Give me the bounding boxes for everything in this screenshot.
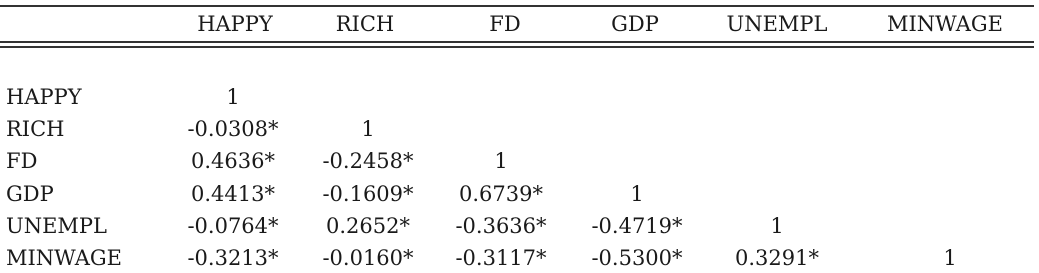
table-cell: 1 [361, 117, 375, 141]
row-label-minwage: MINWAGE [6, 246, 122, 270]
table-cell: -0.0160* [322, 246, 414, 270]
header-rule-upper [0, 41, 1034, 43]
table-cell: 0.2652* [326, 214, 410, 238]
table-cell: 1 [630, 182, 644, 206]
table-cell: -0.3213* [187, 246, 279, 270]
row-label-rich: RICH [6, 117, 65, 141]
table-cell: -0.3117* [455, 246, 547, 270]
row-label-fd: FD [6, 149, 38, 173]
column-header-gdp: GDP [611, 12, 659, 36]
table-cell: -0.2458* [322, 149, 414, 173]
table-cell: -0.5300* [591, 246, 683, 270]
row-label-gdp: GDP [6, 182, 54, 206]
table-cell: 0.3291* [735, 246, 819, 270]
table-cell: -0.0764* [187, 214, 279, 238]
table-cell: 1 [226, 85, 240, 109]
table-cell: -0.4719* [591, 214, 683, 238]
table-cell: -0.3636* [455, 214, 547, 238]
row-label-unempl: UNEMPL [6, 214, 107, 238]
table-cell: 1 [943, 246, 957, 270]
column-header-unempl: UNEMPL [726, 12, 828, 36]
table-cell: 0.4636* [191, 149, 275, 173]
table-cell: -0.1609* [322, 182, 414, 206]
table-cell: 0.4413* [191, 182, 275, 206]
table-cell: -0.0308* [187, 117, 279, 141]
top-rule [0, 5, 1034, 7]
column-header-rich: RICH [335, 12, 395, 36]
header-rule-lower [0, 46, 1034, 48]
table-cell: 1 [494, 149, 508, 173]
row-label-happy: HAPPY [6, 85, 82, 109]
column-header-happy: HAPPY [197, 12, 273, 36]
table-cell: 1 [770, 214, 784, 238]
table-cell: 0.6739* [459, 182, 543, 206]
column-header-minwage: MINWAGE [887, 12, 1003, 36]
column-header-fd: FD [489, 12, 521, 36]
